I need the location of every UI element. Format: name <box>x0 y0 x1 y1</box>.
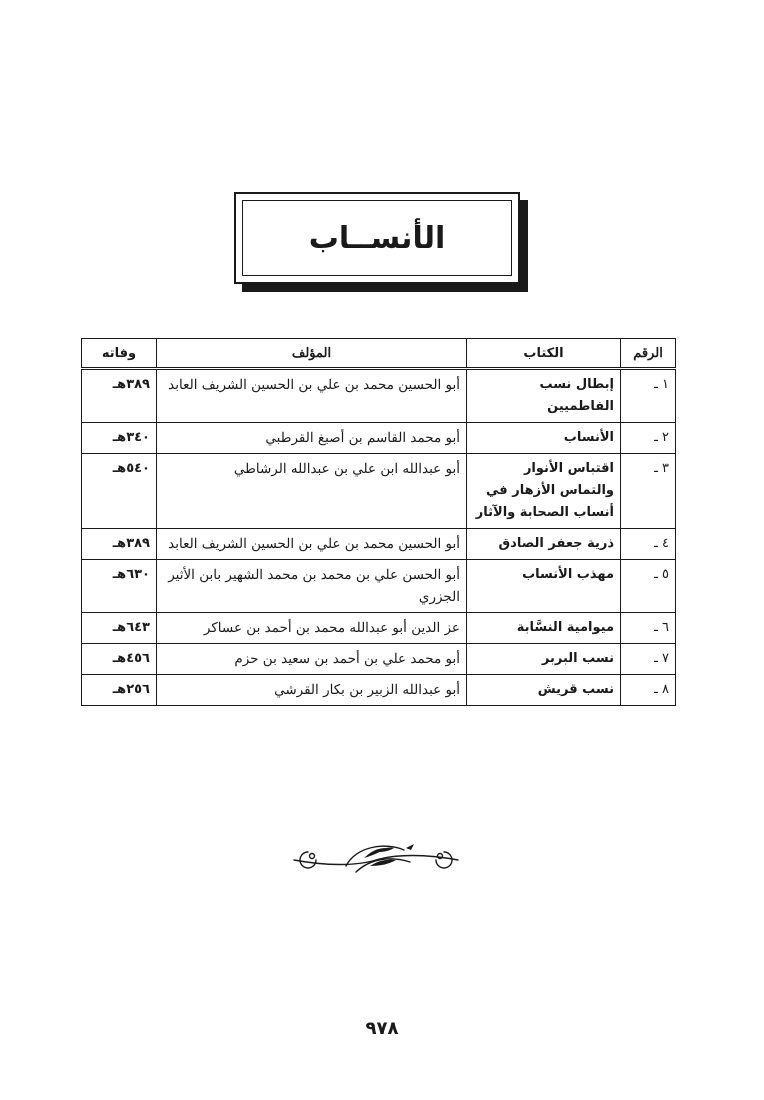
table-row <box>82 423 676 454</box>
header-book: الكتاب <box>467 339 621 369</box>
row-book: اقتباس الأنوار والتماس الأزهار في أنساب الصحابة والآثار <box>467 454 621 529</box>
table-header-row <box>82 339 676 369</box>
row-num: ٥ ـ <box>621 560 676 613</box>
row-book: نسب البربر <box>467 644 621 675</box>
header-death: وفاته <box>82 339 157 369</box>
row-death: ٤٥٦هـ <box>82 644 157 675</box>
row-author: أبو عبدالله الزبير بن بكار القرشي <box>157 675 467 706</box>
row-book: ميوامية النسَّابة <box>467 613 621 644</box>
header-num: الرقم <box>621 339 676 369</box>
row-death: ٢٥٦هـ <box>82 675 157 706</box>
row-death: ٣٨٩هـ <box>82 529 157 560</box>
title-frame <box>234 192 528 292</box>
row-author: أبو الحسن علي بن محمد بن محمد الشهير بابن الأثير الجزري <box>157 560 467 613</box>
row-num: ٦ ـ <box>621 613 676 644</box>
books-table <box>81 338 676 706</box>
row-book: الأنساب <box>467 423 621 454</box>
page-number: ٩٧٨ <box>365 1018 399 1039</box>
row-num: ٨ ـ <box>621 675 676 706</box>
row-book: ذرية جعفر الصادق <box>467 529 621 560</box>
row-num: ٤ ـ <box>621 529 676 560</box>
table-row <box>82 369 676 423</box>
table-body <box>82 369 676 706</box>
row-death: ٦٤٣هـ <box>82 613 157 644</box>
row-author: أبو عبدالله ابن علي بن عبدالله الرشاطي <box>157 454 467 529</box>
row-death: ٥٤٠هـ <box>82 454 157 529</box>
table-row <box>82 675 676 706</box>
header-author: المؤلف <box>157 339 467 369</box>
table-row <box>82 560 676 613</box>
table-row <box>82 644 676 675</box>
row-death: ٦٣٠هـ <box>82 560 157 613</box>
title-frame-box <box>234 192 520 284</box>
row-num: ٢ ـ <box>621 423 676 454</box>
row-author: أبو الحسين محمد بن علي بن الحسين الشريف العابد <box>157 369 467 423</box>
row-book: مهذب الأنساب <box>467 560 621 613</box>
row-book: إبطال نسب الفاطميين <box>467 369 621 423</box>
row-num: ٧ ـ <box>621 644 676 675</box>
floral-divider-icon <box>286 836 466 884</box>
row-death: ٣٨٩هـ <box>82 369 157 423</box>
row-author: أبو محمد علي بن أحمد بن سعيد بن حزم <box>157 644 467 675</box>
row-author: عز الدين أبو عبدالله محمد بن أحمد بن عساكر <box>157 613 467 644</box>
table-header <box>82 339 676 369</box>
row-book: نسب قريش <box>467 675 621 706</box>
table-row <box>82 613 676 644</box>
table-row <box>82 454 676 529</box>
table-row <box>82 529 676 560</box>
row-author: أبو الحسين محمد بن علي بن الحسين الشريف العابد <box>157 529 467 560</box>
row-author: أبو محمد القاسم بن أصبغ القرطبي <box>157 423 467 454</box>
row-num: ١ ـ <box>621 369 676 423</box>
page-title: الأنســاب <box>308 220 446 256</box>
row-num: ٣ ـ <box>621 454 676 529</box>
row-death: ٣٤٠هـ <box>82 423 157 454</box>
